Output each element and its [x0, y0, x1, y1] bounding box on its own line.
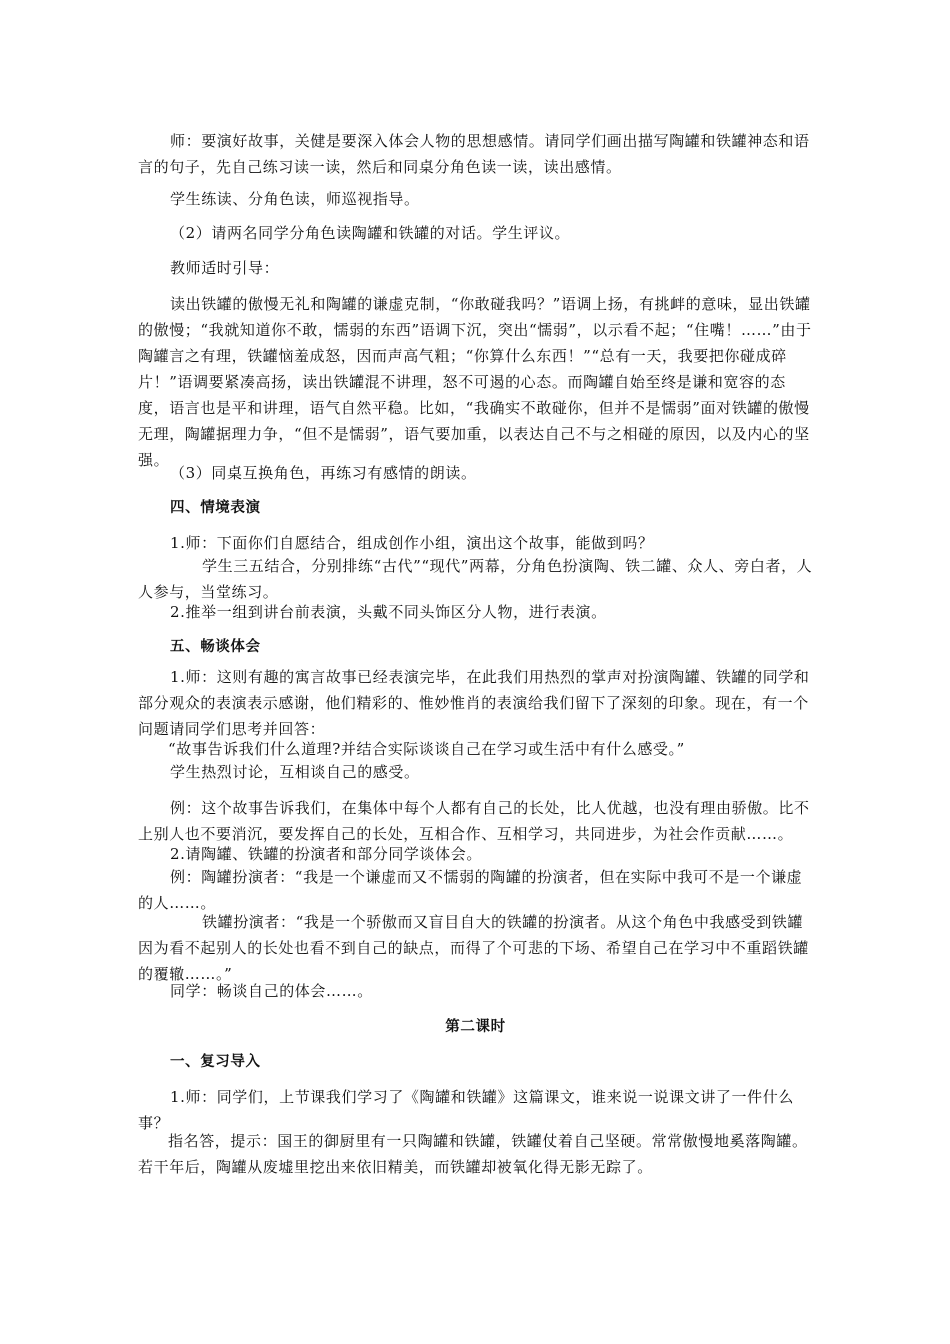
paragraph-teacher-guide: 教师适时引导： [170, 259, 280, 277]
paragraph-step-3: （3）同桌互换角色，再练习有感情的朗读。 [170, 464, 477, 482]
paragraph-discussion-1: 1.师：这则有趣的寓言故事已经表演完毕，在此我们用热烈的掌声对扮演陶罐、铁罐的同学和部分观众的表演表示感谢，他们精彩的、惟妙惟肖的表演给我们留下了深刻的印象。现在，有一个问题请同学们思考并回答： [138, 668, 810, 738]
paragraph-discussion-question: “故事告诉我们什么道理?并结合实际谈谈自己在学习或生活中有什么感受。” [168, 740, 685, 758]
paragraph-example-tao: 例：陶罐扮演者：“我是一个谦虚而又不懦弱的陶罐的扮演者，但在实际中我可不是一个谦虚的人……。 [138, 868, 803, 912]
paragraph-example-lesson: 例：这个故事告诉我们，在集体中每个人都有自己的长处，比人优越，也没有理由骄傲。比不上别人也不要消沉，要发挥自己的长处，互相合作、互相学习，共同进步，为社会作贡献……。 [138, 799, 810, 843]
section-heading-discussion: 五、畅谈体会 [170, 639, 261, 655]
paragraph-discussion-2: 2.请陶罐、铁罐的扮演者和部分同学谈体会。 [170, 845, 482, 863]
paragraph-review-1: 1.师：同学们，上节课我们学习了《陶罐和铁罐》这篇课文，谁来说一说课文讲了一件什么事？ [138, 1088, 794, 1132]
paragraph-review-answer: 指名答，提示：国王的御厨里有一只陶罐和铁罐，铁罐仗着自己坚硬。常常傲慢地奚落陶罐。若干年后，陶罐从废墟里挖出来依旧精美，而铁罐却被氧化得无影无踪了。 [138, 1132, 808, 1176]
paragraph-student-discuss: 学生热烈讨论，互相谈自己的感受。 [170, 763, 420, 781]
paragraph-reading-guide: 读出铁罐的傲慢无礼和陶罐的谦虚克制，“你敢碰我吗？”语调上扬，有挑衅的意味，显出铁罐的傲慢；“我就知道你不敢，懦弱的东西”语调下沉，突出“懦弱”，以示看不起；“住嘴！……”由于陶罐言之有理，铁罐恼羞成怒，因而声高气粗；“你算什么东西！”“总有一天，我要把你碰成碎片！”语调要紧凑高扬，读出铁罐混不讲理，怒不可遏的心态。而陶罐自始至终是谦和宽容的态度，语言也是平和讲理，语气自然平稳。比如，“我确实不敢碰你，但并不是懦弱”面对铁罐的傲慢无理，陶罐据理力争，“但不是懦弱”，语气要加重，以表达自己不与之相碰的原因，以及内心的坚强。 [138, 295, 812, 469]
paragraph-performance-2: 2.推举一组到讲台前表演，头戴不同头饰区分人物，进行表演。 [170, 603, 607, 621]
paragraph-student-practice: 学生练读、分角色读，师巡视指导。 [170, 190, 420, 208]
lesson-title-second: 第二课时 [445, 1019, 506, 1035]
section-heading-performance: 四、情境表演 [170, 500, 261, 516]
section-heading-review: 一、复习导入 [170, 1054, 261, 1070]
paragraph-intro-instruction: 师：要演好故事，关健是要深入体会人物的思想感情。请同学们画出描写陶罐和铁罐神态和语言的句子，先自己练习读一读，然后和同桌分角色读一读，读出感情。 [138, 132, 810, 176]
paragraph-performance-1: 1.师：下面你们自愿结合，组成创作小组，演出这个故事，能做到吗？ [170, 534, 654, 552]
paragraph-step-2: （2）请两名同学分角色读陶罐和铁罐的对话。学生评议。 [170, 224, 571, 242]
paragraph-example-tie: 铁罐扮演者：“我是一个骄傲而又盲目自大的铁罐的扮演者。从这个角色中我感受到铁罐因为看不起别人的长处也看不到自己的缺点，而得了个可悲的下场、希望自己在学习中不重蹈铁罐的覆辙……。” [138, 913, 809, 983]
paragraph-performance-groups: 学生三五结合，分别排练“古代”“现代”两幕，分角色扮演陶、铁二罐、众人、旁白者，人人参与，当堂练习。 [138, 557, 813, 601]
paragraph-classmates: 同学：畅谈自己的体会……。 [170, 982, 373, 1000]
